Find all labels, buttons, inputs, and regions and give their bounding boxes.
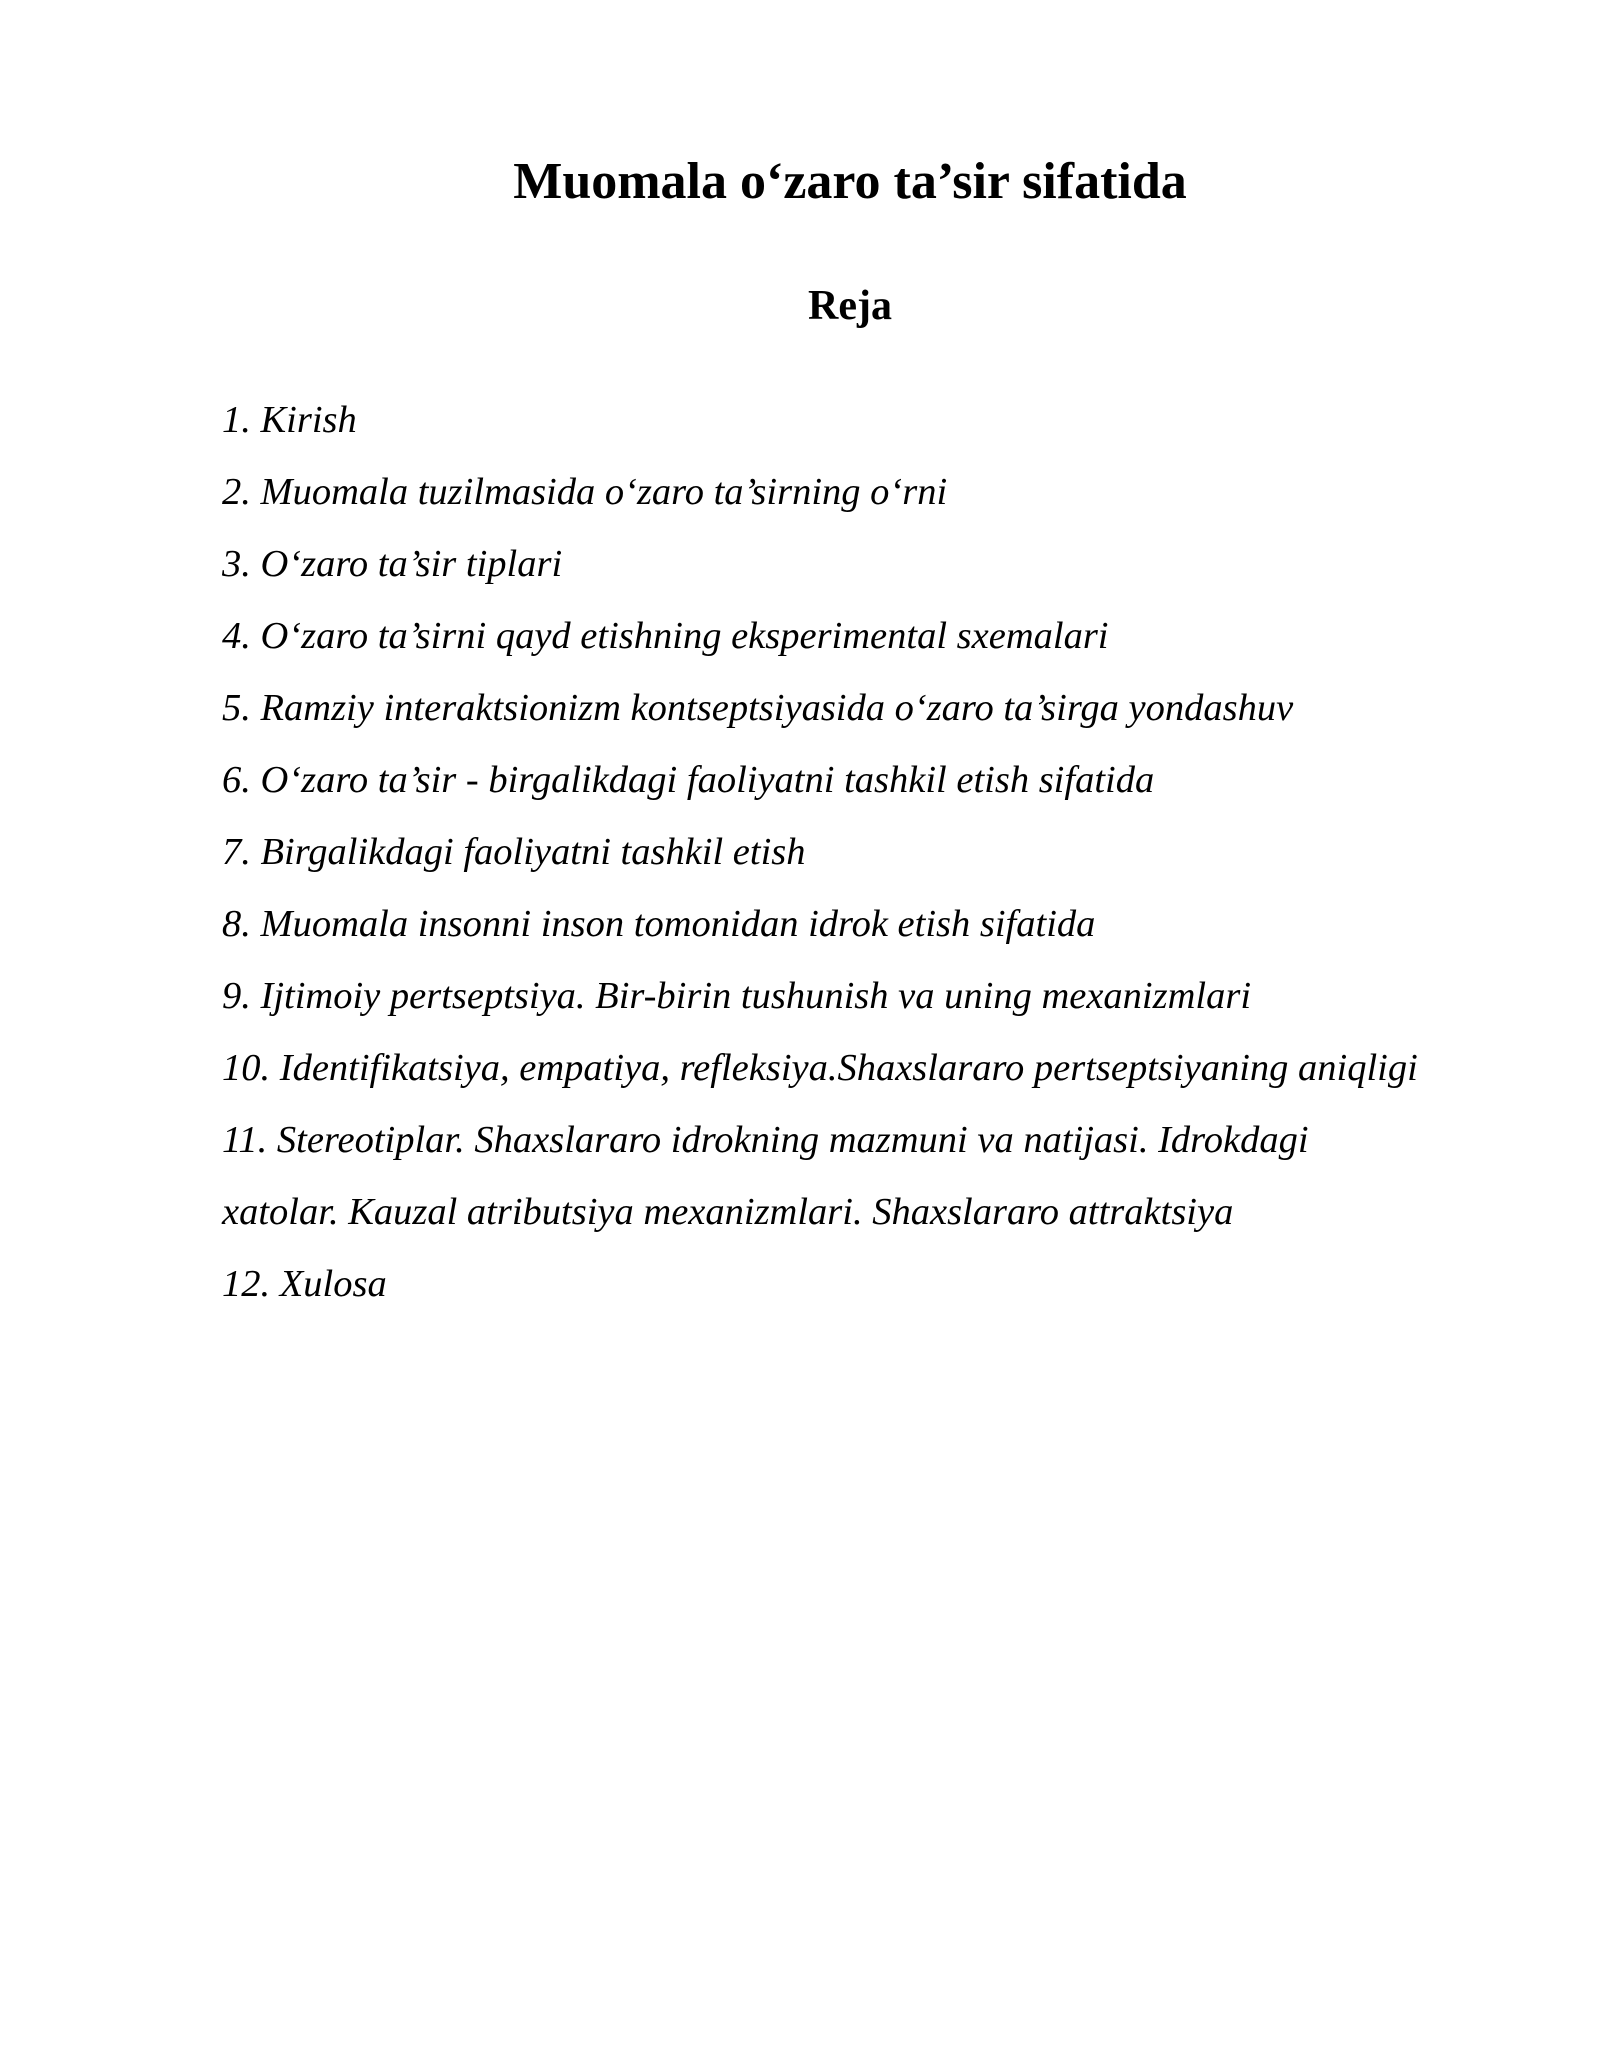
plan-item: 5. Ramziy interaktsionizm kontseptsiyasida o‘zaro ta’sirga yondashuv bbox=[222, 687, 1294, 729]
plan-item: 10. Identifikatsiya, empatiya, refleksiya.Shaxslararo pertseptsiyaning aniqligi bbox=[222, 1047, 1418, 1089]
plan-item: 9. Ijtimoiy pertseptsiya. Bir-birin tushunish va uning mexanizmlari bbox=[222, 975, 1252, 1017]
plan-item: 7. Birgalikdagi faoliyatni tashkil etish bbox=[222, 831, 806, 873]
plan-item: 3. O‘zaro ta’sir tiplari bbox=[222, 543, 563, 585]
document-title: Muomala o‘zaro ta’sir sifatida bbox=[513, 153, 1187, 210]
plan-list bbox=[222, 384, 1432, 1320]
plan-item: 11. Stereotiplar. Shaxslararo idrokning mazmuni va natijasi. Idrokdagi xatolar. Kauzal atributsiya mexanizmlari. Shaxslararo attraktsiya bbox=[222, 1119, 1309, 1233]
plan-item: 6. O‘zaro ta’sir - birgalikdagi faoliyatni tashkil etish sifatida bbox=[222, 759, 1155, 801]
plan-item: 4. O‘zaro ta’sirni qayd etishning eksperimental sxemalari bbox=[222, 615, 1109, 657]
plan-item: 2. Muomala tuzilmasida o‘zaro ta’sirning o‘rni bbox=[222, 471, 948, 513]
plan-heading: Reja bbox=[808, 283, 892, 329]
plan-item: 12. Xulosa bbox=[222, 1263, 387, 1305]
plan-item: 1. Kirish bbox=[222, 399, 357, 441]
plan-item: 8. Muomala insonni inson tomonidan idrok etish sifatida bbox=[222, 903, 1096, 945]
